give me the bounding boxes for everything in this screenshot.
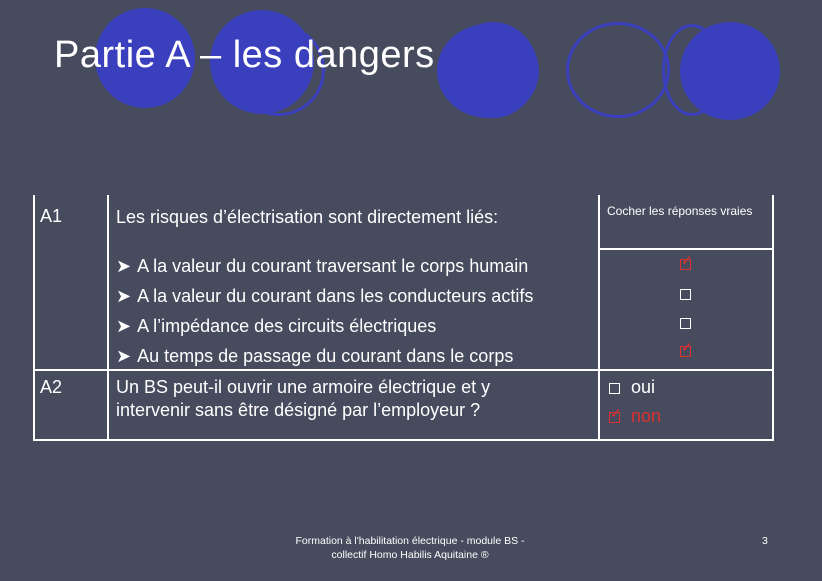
table-divider-2 xyxy=(598,195,600,441)
question-a1: Les risques d’électrisation sont directement liés: xyxy=(116,207,499,227)
checkbox-a1-4-checked[interactable] xyxy=(680,339,693,357)
row-id-a1: A1 xyxy=(40,206,63,226)
table-divider-1 xyxy=(107,195,109,441)
check-mark-icon: ✓ xyxy=(681,252,693,268)
checkbox-a1-1-checked[interactable] xyxy=(680,252,693,270)
row-id-a2: A2 xyxy=(40,377,63,397)
option-a1-4-label: Au temps de passage du courant dans le corps xyxy=(137,346,514,366)
page-number: 3 xyxy=(762,535,768,547)
table-border-left xyxy=(33,195,35,441)
table-border-bottom xyxy=(33,439,774,441)
option-a1-1 xyxy=(116,256,528,277)
table-border-right xyxy=(772,195,774,441)
option-a1-4 xyxy=(116,346,513,367)
arrow-bullet-icon: ➤ xyxy=(116,316,132,336)
answer-non[interactable] xyxy=(609,406,661,427)
arrow-bullet-icon: ➤ xyxy=(116,346,132,366)
slide-title: Partie A – les dangers xyxy=(54,34,435,76)
answer-oui[interactable] xyxy=(609,377,655,398)
option-a1-3 xyxy=(116,316,436,337)
check-mark-icon: ✓ xyxy=(610,404,622,421)
footer-text xyxy=(270,534,550,562)
option-a1-1-label: A la valeur du courant traversant le corps humain xyxy=(137,256,529,276)
checkbox-non-checked[interactable] xyxy=(609,404,622,423)
option-a1-2 xyxy=(116,286,533,307)
check-mark-icon: ✓ xyxy=(681,339,693,355)
question-a2-line1: Un BS peut-il ouvrir une armoire électrique et y xyxy=(116,377,491,397)
decorative-ring-2 xyxy=(448,22,538,118)
decorative-ring-3 xyxy=(566,22,670,118)
instruction-text: Cocher les réponses vraies xyxy=(607,204,753,218)
answer-oui-label: oui xyxy=(631,377,656,397)
answer-non-label: non xyxy=(631,406,662,426)
option-a1-3-label: A l’impédance des circuits électriques xyxy=(137,316,437,336)
checkbox-a1-3[interactable] xyxy=(680,318,691,329)
arrow-bullet-icon: ➤ xyxy=(116,256,132,276)
footer-line-1: Formation à l'habilitation électrique - module BS - xyxy=(295,535,525,547)
table-row-separator-2 xyxy=(33,369,774,371)
checkbox-oui[interactable] xyxy=(609,383,620,394)
arrow-bullet-icon: ➤ xyxy=(116,286,132,306)
checkbox-a1-2[interactable] xyxy=(680,289,691,300)
question-a2-line2: intervenir sans être désigné par l’employeur ? xyxy=(116,400,481,420)
footer-line-2: collectif Homo Habilis Aquitaine ® xyxy=(331,549,489,561)
option-a1-2-label: A la valeur du courant dans les conducteurs actifs xyxy=(137,286,534,306)
decorative-ring-4 xyxy=(662,24,722,116)
table-row-separator-1 xyxy=(598,248,774,250)
